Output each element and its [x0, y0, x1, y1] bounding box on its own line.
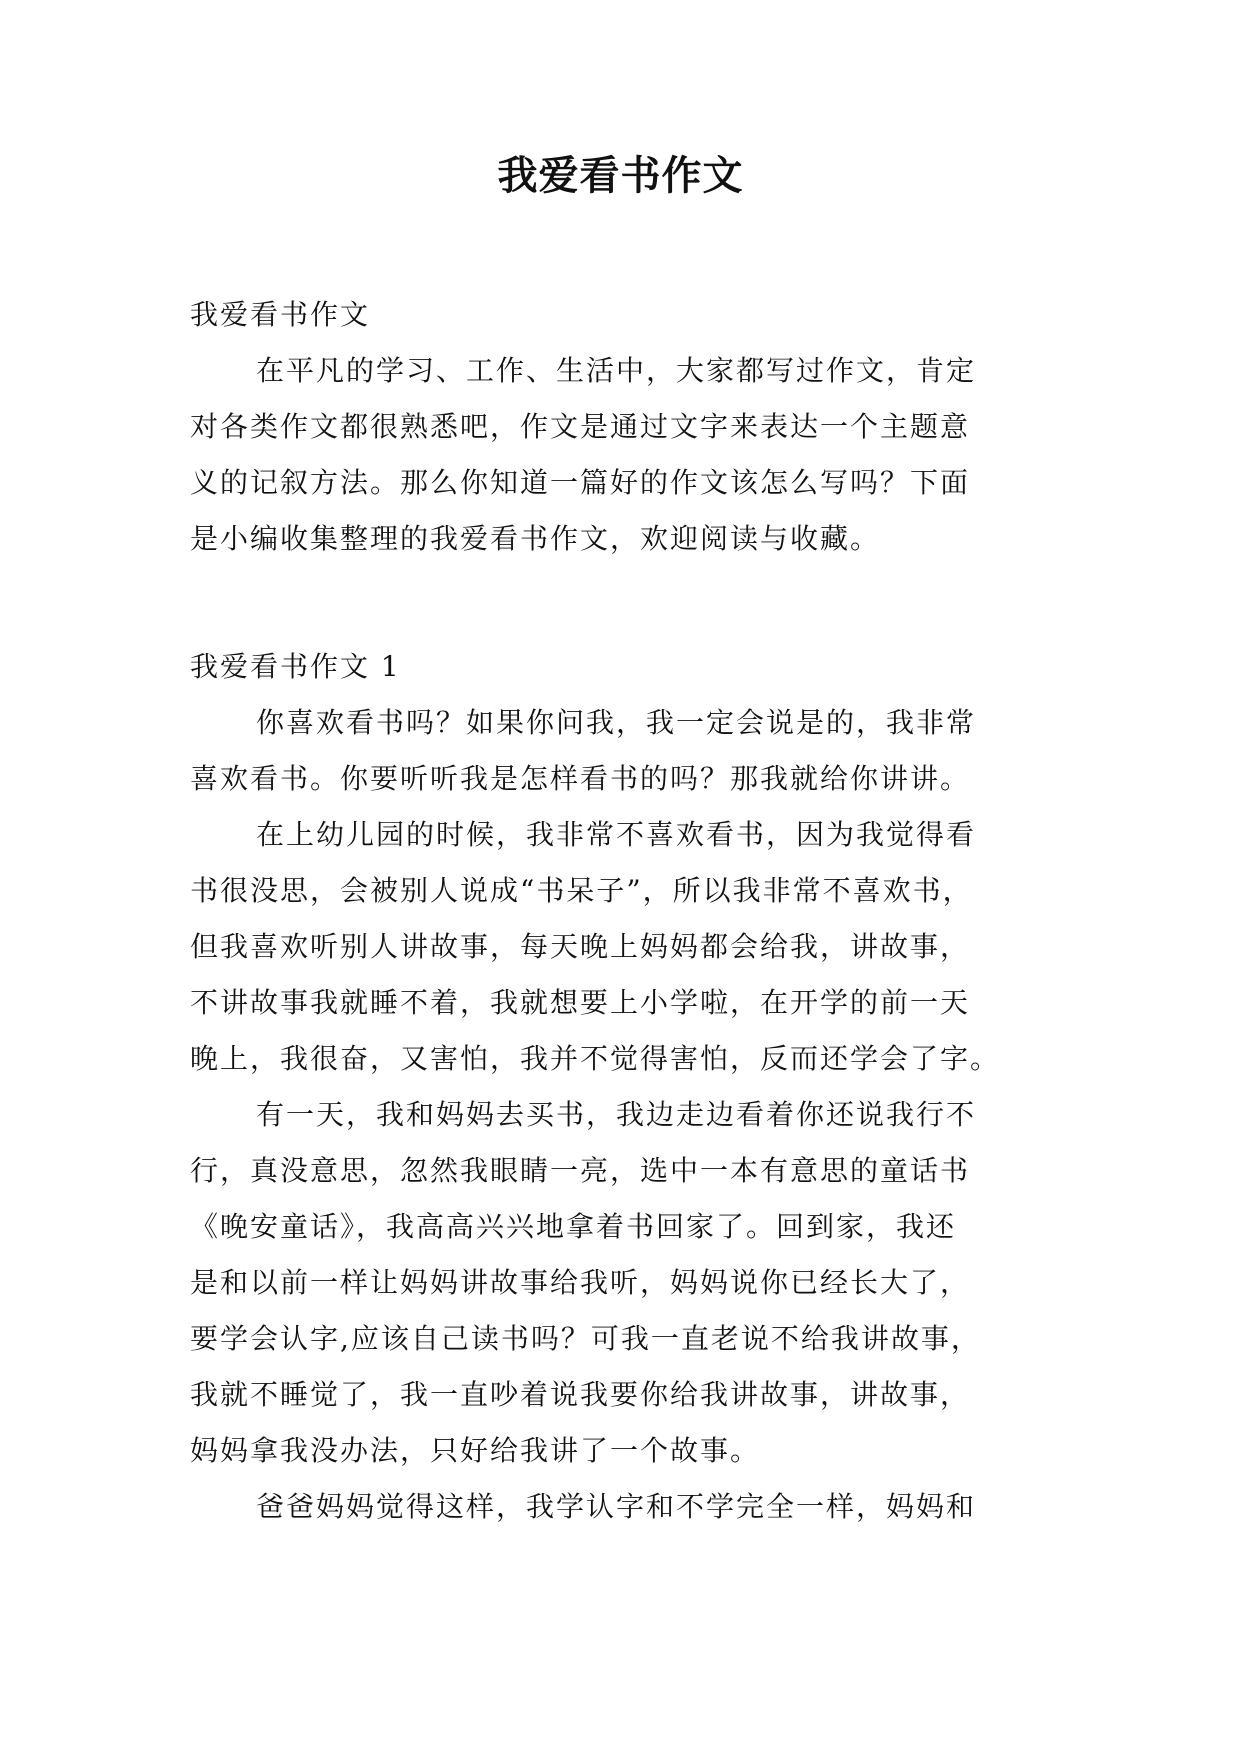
- paragraph-line: 爸爸妈妈觉得这样，我学认字和不学完全一样，妈妈和: [256, 1490, 977, 1523]
- document-title: 我爱看书作文: [497, 152, 744, 199]
- paragraph-line: 行，真没意思，忽然我眼睛一亮，选中一本有意思的童话书: [190, 1154, 971, 1187]
- paragraph-line: 喜欢看书。你要听听我是怎样看书的吗？那我就给你讲讲。: [190, 762, 971, 795]
- paragraph-line: 书很没思，会被别人说成“书呆子”，所以我非常不喜欢书，: [190, 874, 973, 907]
- paragraph-4: [190, 1479, 1070, 1535]
- paragraph-line: 在平凡的学习、工作、生活中，大家都写过作文，肯定: [256, 354, 977, 387]
- paragraph-line: 要学会认字,应该自己读书吗？可我一直老说不给我讲故事，: [190, 1322, 981, 1355]
- paragraph-line: 义的记叙方法。那么你知道一篇好的作文该怎么写吗？下面: [190, 466, 971, 499]
- document-body: [190, 287, 1070, 1535]
- section-spacer: [190, 567, 1070, 639]
- intro-heading: 我爱看书作文: [190, 298, 371, 331]
- paragraph-line: 《晚安童话》，我高高兴兴地拿着书回家了。回到家，我还: [190, 1210, 957, 1243]
- paragraph-line: 你喜欢看书吗？如果你问我，我一定会说是的，我非常: [256, 706, 977, 739]
- intro-paragraph: [190, 343, 1070, 567]
- paragraph-line: 不讲故事我就睡不着，我就想要上小学啦，在开学的前一天: [190, 986, 971, 1019]
- paragraph-line: 是小编收集整理的我爱看书作文，欢迎阅读与收藏。: [190, 522, 881, 555]
- paragraph-line: 晚上，我很奋，又害怕，我并不觉得害怕，反而还学会了字。: [190, 1042, 1001, 1075]
- paragraph-line: 有一天，我和妈妈去买书，我边走边看着你还说我行不: [256, 1098, 977, 1131]
- section-heading: 我爱看书作文 1: [190, 650, 401, 683]
- paragraph-line: 妈妈拿我没办法，只好给我讲了一个故事。: [190, 1434, 761, 1467]
- paragraph-line: 但我喜欢听别人讲故事，每天晚上妈妈都会给我，讲故事，: [190, 930, 971, 963]
- paragraph-line: 我就不睡觉了，我一直吵着说我要你给我讲故事，讲故事，: [190, 1378, 971, 1411]
- paragraph-1: [190, 695, 1070, 807]
- paragraph-line: 对各类作文都很熟悉吧，作文是通过文字来表达一个主题意: [190, 410, 971, 443]
- paragraph-3: [190, 1087, 1070, 1479]
- paragraph-line: 在上幼儿园的时候，我非常不喜欢看书，因为我觉得看: [256, 818, 977, 851]
- paragraph-line: 是和以前一样让妈妈讲故事给我听，妈妈说你已经长大了，: [190, 1266, 971, 1299]
- paragraph-2: [190, 807, 1070, 1087]
